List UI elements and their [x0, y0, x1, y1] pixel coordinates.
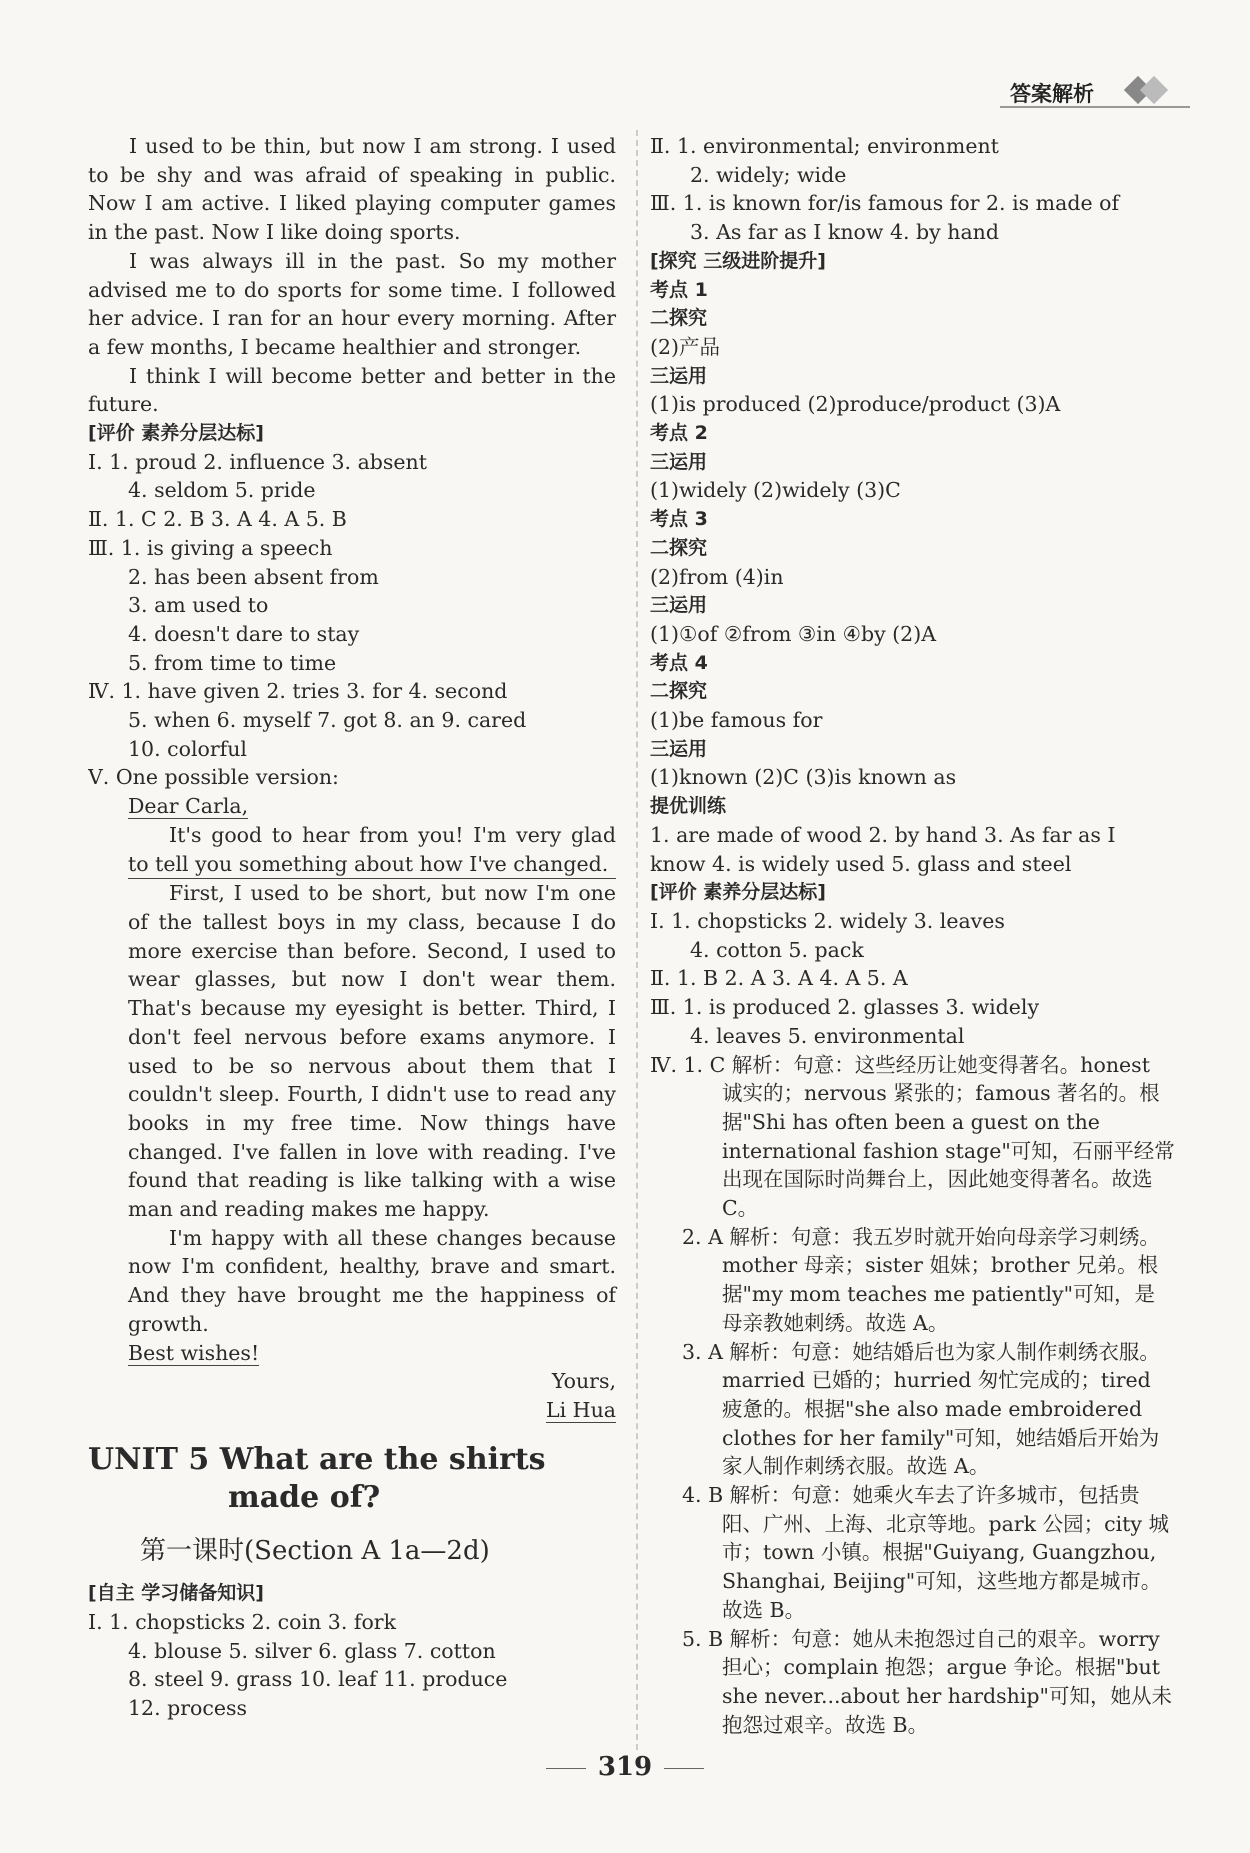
- answer-line: (2)from (4)in: [650, 564, 784, 589]
- letter-close: Best wishes!: [128, 1340, 260, 1365]
- answer-line: Ⅱ. 1. B 2. A 3. A 4. A 5. A: [650, 966, 908, 991]
- analysis-item: 3. A 解析：句意：她结婚后也为家人制作刺绣衣服。married 已婚的；hurried 匆忙完成的；tired 疲惫的。根据"she also made embroidered clothes for her family"可知，她结婚后开始为家人制作刺绣衣服。故选 A。: [682, 1339, 1160, 1479]
- section-title-eval-2: [评价 素养分层达标]: [650, 881, 826, 904]
- header-title: 答案解析: [1010, 82, 1094, 106]
- answer-line: 4. seldom 5. pride: [128, 478, 316, 503]
- answer-line: 2. has been absent from: [128, 564, 379, 589]
- letter-greeting: Dear Carla,: [128, 794, 249, 819]
- answer-line: Ⅱ. 1. C 2. B 3. A 4. A 5. B: [88, 507, 347, 532]
- left-column: [88, 132, 616, 1723]
- answer-line: 2. widely; wide: [690, 162, 847, 187]
- letter-paragraph: I'm happy with all these changes because now I'm confident, healthy, brave and smart. And they have brought me the happiness of growth.: [128, 1225, 616, 1336]
- tiyou-label: 提优训练: [650, 795, 727, 818]
- step-label: 三运用: [650, 364, 708, 387]
- essay-paragraph: I was always ill in the past. So my mother advised me to do sports for some time. I followed her advice. I ran for an hour every morning. After a few months, I became healthier and stronger.: [88, 248, 616, 359]
- answer-line: (1)be famous for: [650, 708, 823, 733]
- answer-line: Ⅲ. 1. is produced 2. glasses 3. widely: [650, 995, 1040, 1020]
- answer-line: Ⅴ. One possible version:: [88, 765, 339, 790]
- kaodian-label: 考点 3: [650, 508, 708, 531]
- answer-line: 5. from time to time: [128, 650, 337, 675]
- step-label: 三运用: [650, 594, 708, 617]
- answer-line: 10. colorful: [128, 736, 247, 761]
- answer-line: 4. leaves 5. environmental: [690, 1023, 965, 1048]
- step-label: 二探究: [650, 680, 708, 703]
- footer-dash: [664, 1768, 704, 1769]
- analysis-item: 2. A 解析：句意：我五岁时就开始向母亲学习刺绣。mother 母亲；sister 姐妹；brother 兄弟。根据"my mom teaches me patiently"可知，是母亲教她刺绣。故选 A。: [682, 1224, 1160, 1335]
- answer-line: 12. process: [128, 1696, 248, 1721]
- answer-line: Ⅰ. 1. chopsticks 2. coin 3. fork: [88, 1610, 397, 1635]
- answer-line: 4. doesn't dare to stay: [128, 621, 360, 646]
- answer-line: (1)is produced (2)produce/product (3)A: [650, 392, 1061, 417]
- essay-paragraph: I think I will become better and better in the future.: [88, 363, 616, 417]
- answer-line: (1)widely (2)widely (3)C: [650, 478, 901, 503]
- answer-line: Ⅰ. 1. chopsticks 2. widely 3. leaves: [650, 908, 1005, 933]
- answer-line: Ⅱ. 1. environmental; environment: [650, 134, 999, 158]
- letter-paragraph: It's good to hear from you! I'm very glad to tell you something about how I've changed.: [128, 821, 616, 879]
- kaodian-label: 考点 4: [650, 651, 708, 674]
- letter: [88, 792, 616, 1424]
- step-label: 二探究: [650, 307, 708, 330]
- diamond-icon-light: [1140, 76, 1168, 104]
- answer-line: Ⅲ. 1. is known for/is famous for 2. is made of: [650, 191, 1120, 216]
- header-rule: [1000, 106, 1190, 108]
- analysis-item: 5. B 解析：句意：她从未抱怨过自己的艰辛。worry 担心；complain 抱怨；argue 争论。根据"but she never...about her hardship"可知，她从未抱怨过艰辛。故选 B。: [682, 1626, 1172, 1737]
- answer-line: 5. when 6. myself 7. got 8. an 9. cared: [128, 708, 527, 733]
- answer-line: 4. blouse 5. silver 6. glass 7. cotton: [128, 1638, 496, 1663]
- step-label: 三运用: [650, 737, 708, 760]
- page-footer: [0, 1752, 1250, 1782]
- right-column: [650, 132, 1175, 1739]
- step-label: 三运用: [650, 450, 708, 473]
- kaodian-label: 考点 2: [650, 422, 708, 445]
- answer-line: Ⅲ. 1. is giving a speech: [88, 535, 333, 560]
- letter-signature: Li Hua: [546, 1397, 616, 1422]
- page-number: 319: [597, 1752, 653, 1782]
- step-label: 二探究: [650, 536, 708, 559]
- page-header: [1000, 72, 1200, 112]
- section-title-eval: [评价 素养分层达标]: [88, 422, 264, 445]
- unit-title: UNIT 5 What are the shirts: [88, 1441, 546, 1477]
- answer-line: Ⅰ. 1. proud 2. influence 3. absent: [88, 449, 428, 474]
- section-title-tanjiu: [探究 三级进阶提升]: [650, 249, 826, 272]
- answer-line: 3. As far as I know 4. by hand: [690, 220, 999, 245]
- letter-paragraph: First, I used to be short, but now I'm one of the tallest boys in my class, because I do more exercise than before. Second, I used to wear glasses, but now I don't wear them. That's because my eyesight is better. Third, I don't feel nervous before exams anymore. I used to be so nervous about them that I couldn't sleep. Fourth, I didn't use to read any books in my free time. Now things have changed. I've fallen in love with reading. I've found that reading is like talking with a wise man and reading makes me happy.: [128, 881, 616, 1222]
- analysis-item: Ⅳ. 1. C 解析：句意：这些经历让她变得著名。honest 诚实的；nervous 紧张的；famous 著名的。根据"Shi has often been a guest on the international fashion stage"可知，石丽平经常出现在国际时尚舞台上，因此她变得著名。故选 C。: [650, 1052, 1175, 1221]
- essay-paragraph: I used to be thin, but now I am strong. I used to be shy and was afraid of speaking in public. Now I am active. I liked playing computer games in the past. Now I like doing sports.: [88, 134, 616, 245]
- answer-line: (1)known (2)C (3)is known as: [650, 765, 957, 790]
- answer-paragraph: 1. are made of wood 2. by hand 3. As far as I know 4. is widely used 5. glass and steel: [650, 822, 1116, 876]
- letter-yours: Yours,: [551, 1369, 616, 1394]
- answer-line: 8. steel 9. grass 10. leaf 11. produce: [128, 1667, 508, 1692]
- answer-line: (1)①of ②from ③in ④by (2)A: [650, 621, 937, 646]
- unit-title-2: made of?: [228, 1479, 381, 1515]
- section-title-zizhu: [自主 学习储备知识]: [88, 1582, 264, 1605]
- footer-dash: [546, 1768, 586, 1769]
- kaodian-label: 考点 1: [650, 278, 708, 301]
- answer-line: 3. am used to: [128, 593, 269, 618]
- lesson-title: 第一课时(Section A 1a—2d): [140, 1535, 490, 1566]
- answer-line: Ⅳ. 1. have given 2. tries 3. for 4. second: [88, 679, 508, 704]
- column-divider: [636, 130, 638, 1750]
- answer-line: 4. cotton 5. pack: [690, 937, 864, 962]
- answer-line: (2)产品: [650, 334, 721, 359]
- analysis-item: 4. B 解析：句意：她乘火车去了许多城市，包括贵阳、广州、上海、北京等地。park 公园；city 城市；town 小镇。根据"Guiyang, Guangzhou, Shanghai, Beijing"可知，这些地方都是城市。故选 B。: [682, 1483, 1169, 1622]
